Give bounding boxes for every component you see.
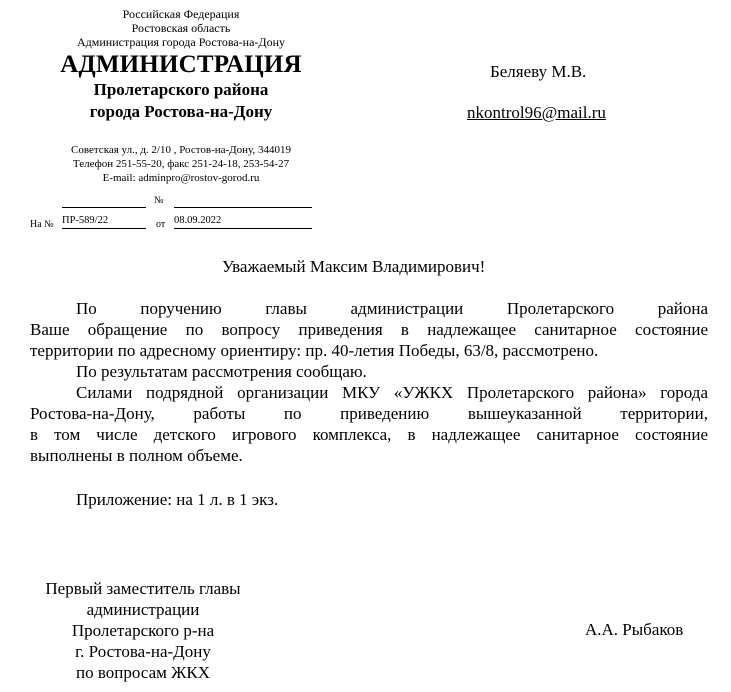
recipient-name: Беляеву М.В. [490, 62, 587, 81]
signature-position-line2: администрации [86, 600, 200, 619]
letterhead-title: АДМИНИСТРАЦИЯ [60, 51, 302, 78]
number-sign: № [154, 195, 164, 206]
recipient-email-link[interactable]: nkontrol96@mail.ru [467, 103, 606, 122]
body-p3-line3: в том числе детского игрового комплекса, в надлежащее санитарное состояние [30, 425, 708, 444]
letterhead-city-admin: Администрация города Ростова-на-Дону [76, 35, 285, 49]
letter-body [30, 298, 708, 466]
letterhead-address: Советская ул., д. 2/10 , Ростов-на-Дону, 344019 [71, 144, 291, 156]
letterhead-district-line1: Пролетарского района [93, 80, 269, 99]
letterhead-country: Российская Федерация [122, 7, 240, 21]
greeting: Уважаемый Максим Владимирович! [222, 257, 486, 276]
signature-name: А.А. Рыбаков [585, 620, 684, 639]
letterhead [30, 7, 332, 185]
letterhead-region: Ростовская область [131, 21, 231, 35]
signature-position-line5: по вопросам ЖКХ [76, 663, 210, 682]
letterhead-district-line2: города Ростова-на-Дону [89, 102, 273, 121]
body-p3-line4: выполнены в полном объеме. [30, 446, 243, 465]
na-value: ПР-589/22 [62, 214, 146, 229]
signature-position-line4: г. Ростова-на-Дону [75, 642, 211, 661]
body-p1-line2: Ваше обращение по вопросу приведения в надлежащее санитарное состояние [30, 320, 708, 339]
body-p3-line1: Силами подрядной организации МКУ «УЖКХ Пролетарского района» города [76, 383, 708, 402]
na-label: На № [30, 219, 54, 230]
body-p1-line1: По поручению главы администрации Пролетарского района [76, 299, 708, 318]
body-p2: По результатам рассмотрения сообщаю. [76, 362, 367, 381]
signature-position-line1: Первый заместитель главы [45, 579, 241, 598]
ot-value: 08.09.2022 [174, 214, 312, 229]
body-p1-line3: территории по адресному ориентиру: пр. 40-летия Победы, 63/8, рассмотрено. [30, 341, 599, 360]
attachment-note: Приложение: на 1 л. в 1 экз. [76, 490, 279, 509]
body-p3-line2: Ростова-на-Дону, работы по приведению вышеуказанной территории, [30, 404, 708, 423]
signature-position-line3: Пролетарского р-на [71, 621, 215, 640]
outgoing-number-field [62, 193, 146, 208]
ot-label: от [156, 219, 166, 230]
letterhead-phone: Телефон 251-55-20, факс 251-24-18, 253-54-27 [72, 158, 290, 170]
outgoing-date-field [174, 193, 312, 208]
signature-position [30, 578, 256, 683]
letterhead-email: E-mail: adminpro@rostov-gorod.ru [102, 172, 260, 184]
